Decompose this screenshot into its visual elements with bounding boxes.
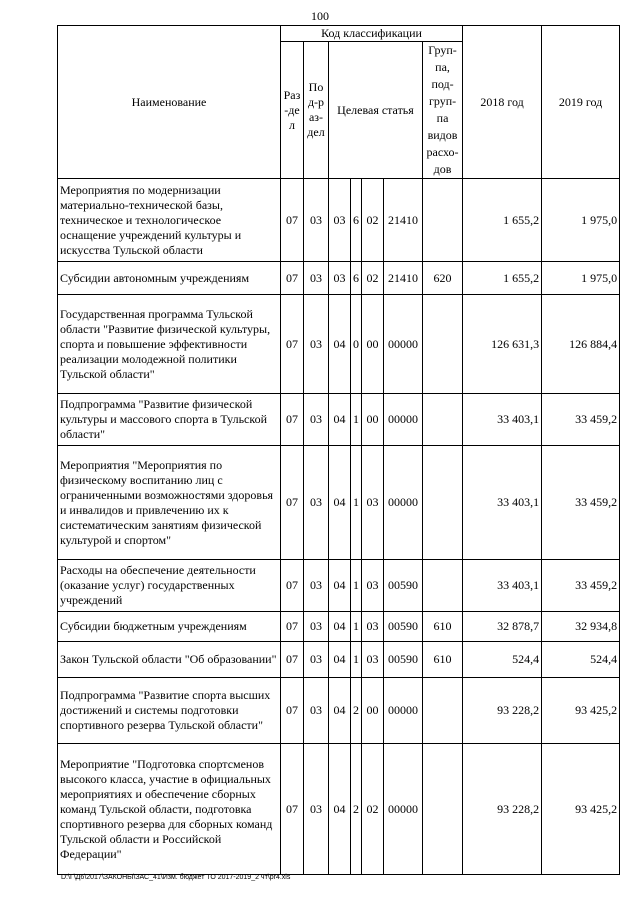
row-podrazdel: 03 — [304, 744, 329, 875]
row-razdel: 07 — [281, 744, 304, 875]
row-target-subprogram: 1 — [351, 560, 362, 612]
row-target-event: 03 — [362, 560, 384, 612]
row-name: Субсидии бюджетным учреждениям — [58, 612, 281, 642]
row-razdel: 07 — [281, 295, 304, 394]
header-expense-group: Груп-па, под-груп-па видов расхо-дов — [423, 42, 463, 179]
row-target-direction: 00000 — [384, 744, 423, 875]
row-expense-group — [423, 678, 463, 744]
row-target-subprogram: 1 — [351, 612, 362, 642]
row-target-program: 04 — [329, 560, 351, 612]
row-expense-group — [423, 744, 463, 875]
row-target-subprogram: 6 — [351, 262, 362, 295]
row-target-direction: 00000 — [384, 678, 423, 744]
row-target-subprogram: 0 — [351, 295, 362, 394]
row-expense-group: 610 — [423, 642, 463, 678]
header-classification: Код классификации — [281, 26, 463, 42]
row-target-program: 04 — [329, 642, 351, 678]
row-podrazdel: 03 — [304, 179, 329, 262]
row-target-direction: 00000 — [384, 295, 423, 394]
table-row — [58, 394, 620, 446]
row-target-event: 00 — [362, 295, 384, 394]
table-row — [58, 744, 620, 875]
row-expense-group — [423, 560, 463, 612]
row-target-event: 02 — [362, 179, 384, 262]
row-target-direction: 21410 — [384, 262, 423, 295]
row-target-subprogram: 1 — [351, 394, 362, 446]
row-target-event: 02 — [362, 744, 384, 875]
row-target-program: 04 — [329, 744, 351, 875]
row-target-program: 03 — [329, 179, 351, 262]
row-podrazdel: 03 — [304, 560, 329, 612]
row-razdel: 07 — [281, 612, 304, 642]
row-podrazdel: 03 — [304, 446, 329, 560]
row-target-direction: 00590 — [384, 560, 423, 612]
row-target-event: 00 — [362, 678, 384, 744]
row-expense-group — [423, 295, 463, 394]
header-name: Наименование — [58, 26, 281, 179]
row-amount-2018: 1 655,2 — [463, 179, 542, 262]
row-name: Мероприятие "Подготовка спортсменов высокого класса, участие в официальных мероприятиях и обеспечение сборных команд Тульской области, подготовка спортивного резерва для сборных команд Тульской области и Российской Федерации" — [58, 744, 281, 875]
row-amount-2019: 1 975,0 — [542, 179, 620, 262]
table-row — [58, 642, 620, 678]
row-amount-2019: 93 425,2 — [542, 678, 620, 744]
row-name: Субсидии автономным учреждениям — [58, 262, 281, 295]
row-podrazdel: 03 — [304, 262, 329, 295]
row-target-event: 03 — [362, 446, 384, 560]
row-amount-2018: 32 878,7 — [463, 612, 542, 642]
row-name: Закон Тульской области "Об образовании" — [58, 642, 281, 678]
row-amount-2019: 524,4 — [542, 642, 620, 678]
row-podrazdel: 03 — [304, 394, 329, 446]
header-podrazdel: Под-раз-дел — [304, 42, 329, 179]
row-expense-group — [423, 179, 463, 262]
row-target-event: 03 — [362, 612, 384, 642]
row-target-direction: 00000 — [384, 394, 423, 446]
row-amount-2018: 524,4 — [463, 642, 542, 678]
row-name: Подпрограмма "Развитие спорта высших достижений и системы подготовки спортивного резерва Тульской области" — [58, 678, 281, 744]
table-row — [58, 446, 620, 560]
page-number: 100 — [311, 9, 329, 23]
row-name: Государственная программа Тульской области "Развитие физической культуры, спорта и повышение эффективности реализации молодежной политики Тульской области" — [58, 295, 281, 394]
row-podrazdel: 03 — [304, 295, 329, 394]
row-razdel: 07 — [281, 446, 304, 560]
row-name: Мероприятия "Мероприятия по физическому воспитанию лиц с ограниченными возможностями здоровья и инвалидов и привлечению их к систематическим занятиям физической культурой и спортом" — [58, 446, 281, 560]
row-expense-group — [423, 394, 463, 446]
row-razdel: 07 — [281, 642, 304, 678]
row-target-program: 04 — [329, 612, 351, 642]
row-name: Мероприятия по модернизации материально-технической базы, техническое и технологическое оснащение учреждений культуры и искусства Тульской области — [58, 179, 281, 262]
row-target-program: 04 — [329, 446, 351, 560]
row-target-direction: 00000 — [384, 446, 423, 560]
row-podrazdel: 03 — [304, 678, 329, 744]
row-amount-2019: 1 975,0 — [542, 262, 620, 295]
row-expense-group — [423, 446, 463, 560]
row-target-subprogram: 1 — [351, 642, 362, 678]
row-amount-2018: 33 403,1 — [463, 446, 542, 560]
row-target-event: 02 — [362, 262, 384, 295]
row-name: Расходы на обеспечение деятельности (оказание услуг) государственных учреждений — [58, 560, 281, 612]
row-amount-2018: 33 403,1 — [463, 560, 542, 612]
header-year-2018: 2018 год — [463, 26, 542, 179]
row-target-subprogram: 1 — [351, 446, 362, 560]
row-podrazdel: 03 — [304, 612, 329, 642]
row-razdel: 07 — [281, 394, 304, 446]
row-amount-2019: 126 884,4 — [542, 295, 620, 394]
row-razdel: 07 — [281, 179, 304, 262]
header-target-article: Целевая статья — [329, 42, 423, 179]
table-row — [58, 179, 620, 262]
row-amount-2019: 33 459,2 — [542, 560, 620, 612]
file-path-footer: D:\Г\Д6\2017\ЗАКОНЫ\ЗАС_41\Изм. бюджет ТО 2017-2019_2 чт\pr4.xls — [61, 874, 291, 881]
row-amount-2019: 32 934,8 — [542, 612, 620, 642]
row-amount-2018: 1 655,2 — [463, 262, 542, 295]
row-target-event: 03 — [362, 642, 384, 678]
row-target-program: 04 — [329, 394, 351, 446]
row-podrazdel: 03 — [304, 642, 329, 678]
row-target-event: 00 — [362, 394, 384, 446]
table-row — [58, 560, 620, 612]
budget-table — [57, 25, 620, 875]
header-razdel: Раз-дел — [281, 42, 304, 179]
row-target-direction: 00590 — [384, 612, 423, 642]
row-target-subprogram: 2 — [351, 678, 362, 744]
row-amount-2019: 93 425,2 — [542, 744, 620, 875]
table-row — [58, 678, 620, 744]
table-row — [58, 262, 620, 295]
row-amount-2018: 93 228,2 — [463, 678, 542, 744]
row-target-direction: 00590 — [384, 642, 423, 678]
row-target-direction: 21410 — [384, 179, 423, 262]
row-razdel: 07 — [281, 560, 304, 612]
table-row — [58, 612, 620, 642]
row-target-program: 04 — [329, 295, 351, 394]
row-target-subprogram: 2 — [351, 744, 362, 875]
table-row — [58, 295, 620, 394]
row-razdel: 07 — [281, 678, 304, 744]
row-amount-2019: 33 459,2 — [542, 394, 620, 446]
row-expense-group: 620 — [423, 262, 463, 295]
row-expense-group: 610 — [423, 612, 463, 642]
row-target-program: 03 — [329, 262, 351, 295]
header-year-2019: 2019 год — [542, 26, 620, 179]
row-amount-2018: 93 228,2 — [463, 744, 542, 875]
row-razdel: 07 — [281, 262, 304, 295]
row-target-subprogram: 6 — [351, 179, 362, 262]
row-target-program: 04 — [329, 678, 351, 744]
row-name: Подпрограмма "Развитие физической культуры и массового спорта в Тульской области" — [58, 394, 281, 446]
row-amount-2018: 33 403,1 — [463, 394, 542, 446]
row-amount-2018: 126 631,3 — [463, 295, 542, 394]
row-amount-2019: 33 459,2 — [542, 446, 620, 560]
